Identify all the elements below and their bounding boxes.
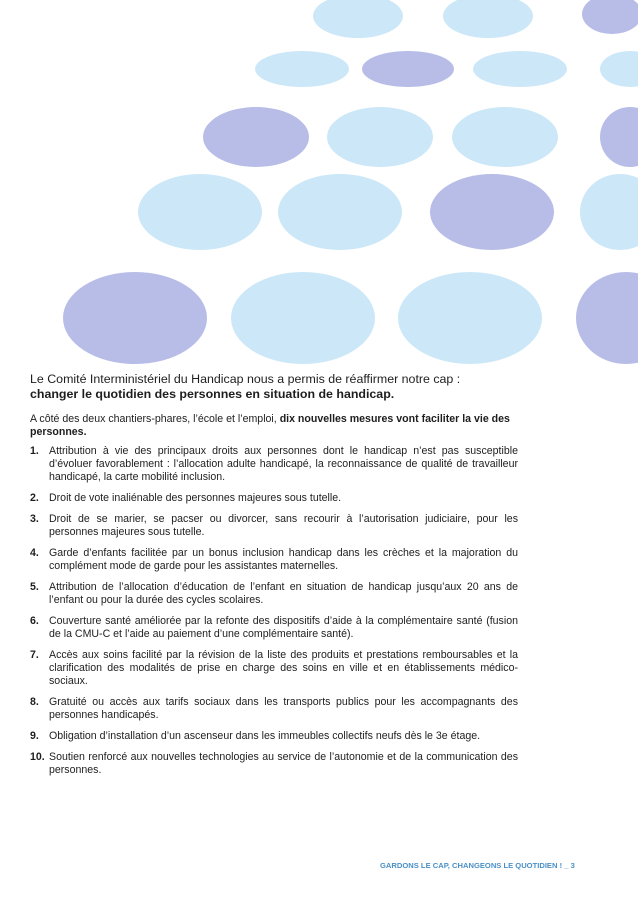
ellipse-15: [580, 174, 638, 250]
ellipse-5: [362, 51, 454, 87]
ellipse-11: [600, 107, 638, 167]
measure-text: Garde d’enfants facilitée par un bonus inclusion handicap dans les crèches et la majoration du complément mode de garde pour les assistantes maternelles.: [49, 547, 518, 572]
intro-line: Le Comité Interministériel du Handicap nous a permis de réaffirmer notre cap :: [30, 372, 461, 386]
measure-item: [30, 445, 518, 484]
measure-text: Accès aux soins facilité par la révision de la liste des produits et prestations remboursables et la clarification des modalités de prise en charge des soins en ville et en établissements médico-sociaux.: [49, 649, 518, 687]
measure-text: Droit de vote inaliénable des personnes majeures sous tutelle.: [49, 492, 342, 504]
measure-item: [30, 730, 518, 743]
measure-number: 9.: [30, 730, 39, 742]
measure-item: [30, 696, 518, 722]
intro-paragraph: [30, 372, 518, 402]
lead-paragraph: [30, 413, 518, 439]
ellipse-9: [327, 107, 433, 167]
measure-number: 10.: [30, 751, 45, 763]
measure-number: 6.: [30, 615, 39, 627]
ellipse-1: [313, 0, 403, 38]
decorative-ellipses: [0, 0, 638, 370]
intro-bold-line: changer le quotidien des personnes en situation de handicap.: [30, 387, 395, 401]
measure-text: Attribution à vie des principaux droits aux personnes dont le handicap n’est pas susceptible d’évoluer favorablement : l’allocation adulte handicapé, la reconnaissance de qualité de travailleur handicapé, la carte mobilité inclusion.: [49, 445, 518, 483]
measure-item: [30, 547, 518, 573]
ellipse-12: [138, 174, 262, 250]
ellipse-16: [63, 272, 207, 364]
measure-item: [30, 751, 518, 777]
ellipse-17: [231, 272, 375, 364]
measure-text: Obligation d’installation d’un ascenseur dans les immeubles collectifs neufs dès le 3e étage.: [49, 730, 481, 742]
ellipse-19: [576, 272, 638, 364]
measure-number: 8.: [30, 696, 39, 708]
lead-text: A côté des deux chantiers-phares, l’école et l’emploi,: [30, 413, 280, 425]
measure-text: Attribution de l’allocation d’éducation de l’enfant en situation de handicap jusqu’aux 20 ans de l’enfant ou pour la durée des cycles scolaires.: [49, 581, 518, 606]
ellipse-4: [255, 51, 349, 87]
measure-item: [30, 581, 518, 607]
measure-item: [30, 492, 518, 505]
ellipse-3: [582, 0, 638, 34]
ellipse-7: [600, 51, 638, 87]
measure-text: Soutien renforcé aux nouvelles technologies au service de l’autonomie et de la communication des personnes.: [49, 751, 518, 776]
ellipse-10: [452, 107, 558, 167]
lead-bold-text: dix nouvelles mesures vont faciliter la vie des personnes.: [30, 413, 510, 438]
main-content: [30, 372, 518, 785]
measure-text: Couverture santé améliorée par la refonte des dispositifs d’aide à la complémentaire santé (fusion de la CMU-C et l’aide au paiement d’une complémentaire santé).: [49, 615, 518, 640]
measure-number: 7.: [30, 649, 39, 661]
measure-item: [30, 513, 518, 539]
measure-number: 2.: [30, 492, 39, 504]
measure-number: 3.: [30, 513, 39, 525]
measure-number: 1.: [30, 445, 39, 457]
measure-text: Gratuité ou accès aux tarifs sociaux dans les transports publics pour les accompagnants des personnes handicapés.: [49, 696, 518, 721]
ellipse-2: [443, 0, 533, 38]
ellipse-14: [430, 174, 554, 250]
ellipse-6: [473, 51, 567, 87]
measure-item: [30, 615, 518, 641]
measure-number: 5.: [30, 581, 39, 593]
ellipse-13: [278, 174, 402, 250]
measure-item: [30, 649, 518, 688]
measure-text: Droit de se marier, se pacser ou divorcer, sans recourir à l’autorisation judiciaire, pour les personnes majeures sous tutelle.: [49, 513, 518, 538]
ellipse-8: [203, 107, 309, 167]
measures-list: [30, 445, 518, 777]
page-footer: GARDONS LE CAP, CHANGEONS LE QUOTIDIEN ! _ 3: [380, 861, 575, 870]
ellipse-18: [398, 272, 542, 364]
measure-number: 4.: [30, 547, 39, 559]
